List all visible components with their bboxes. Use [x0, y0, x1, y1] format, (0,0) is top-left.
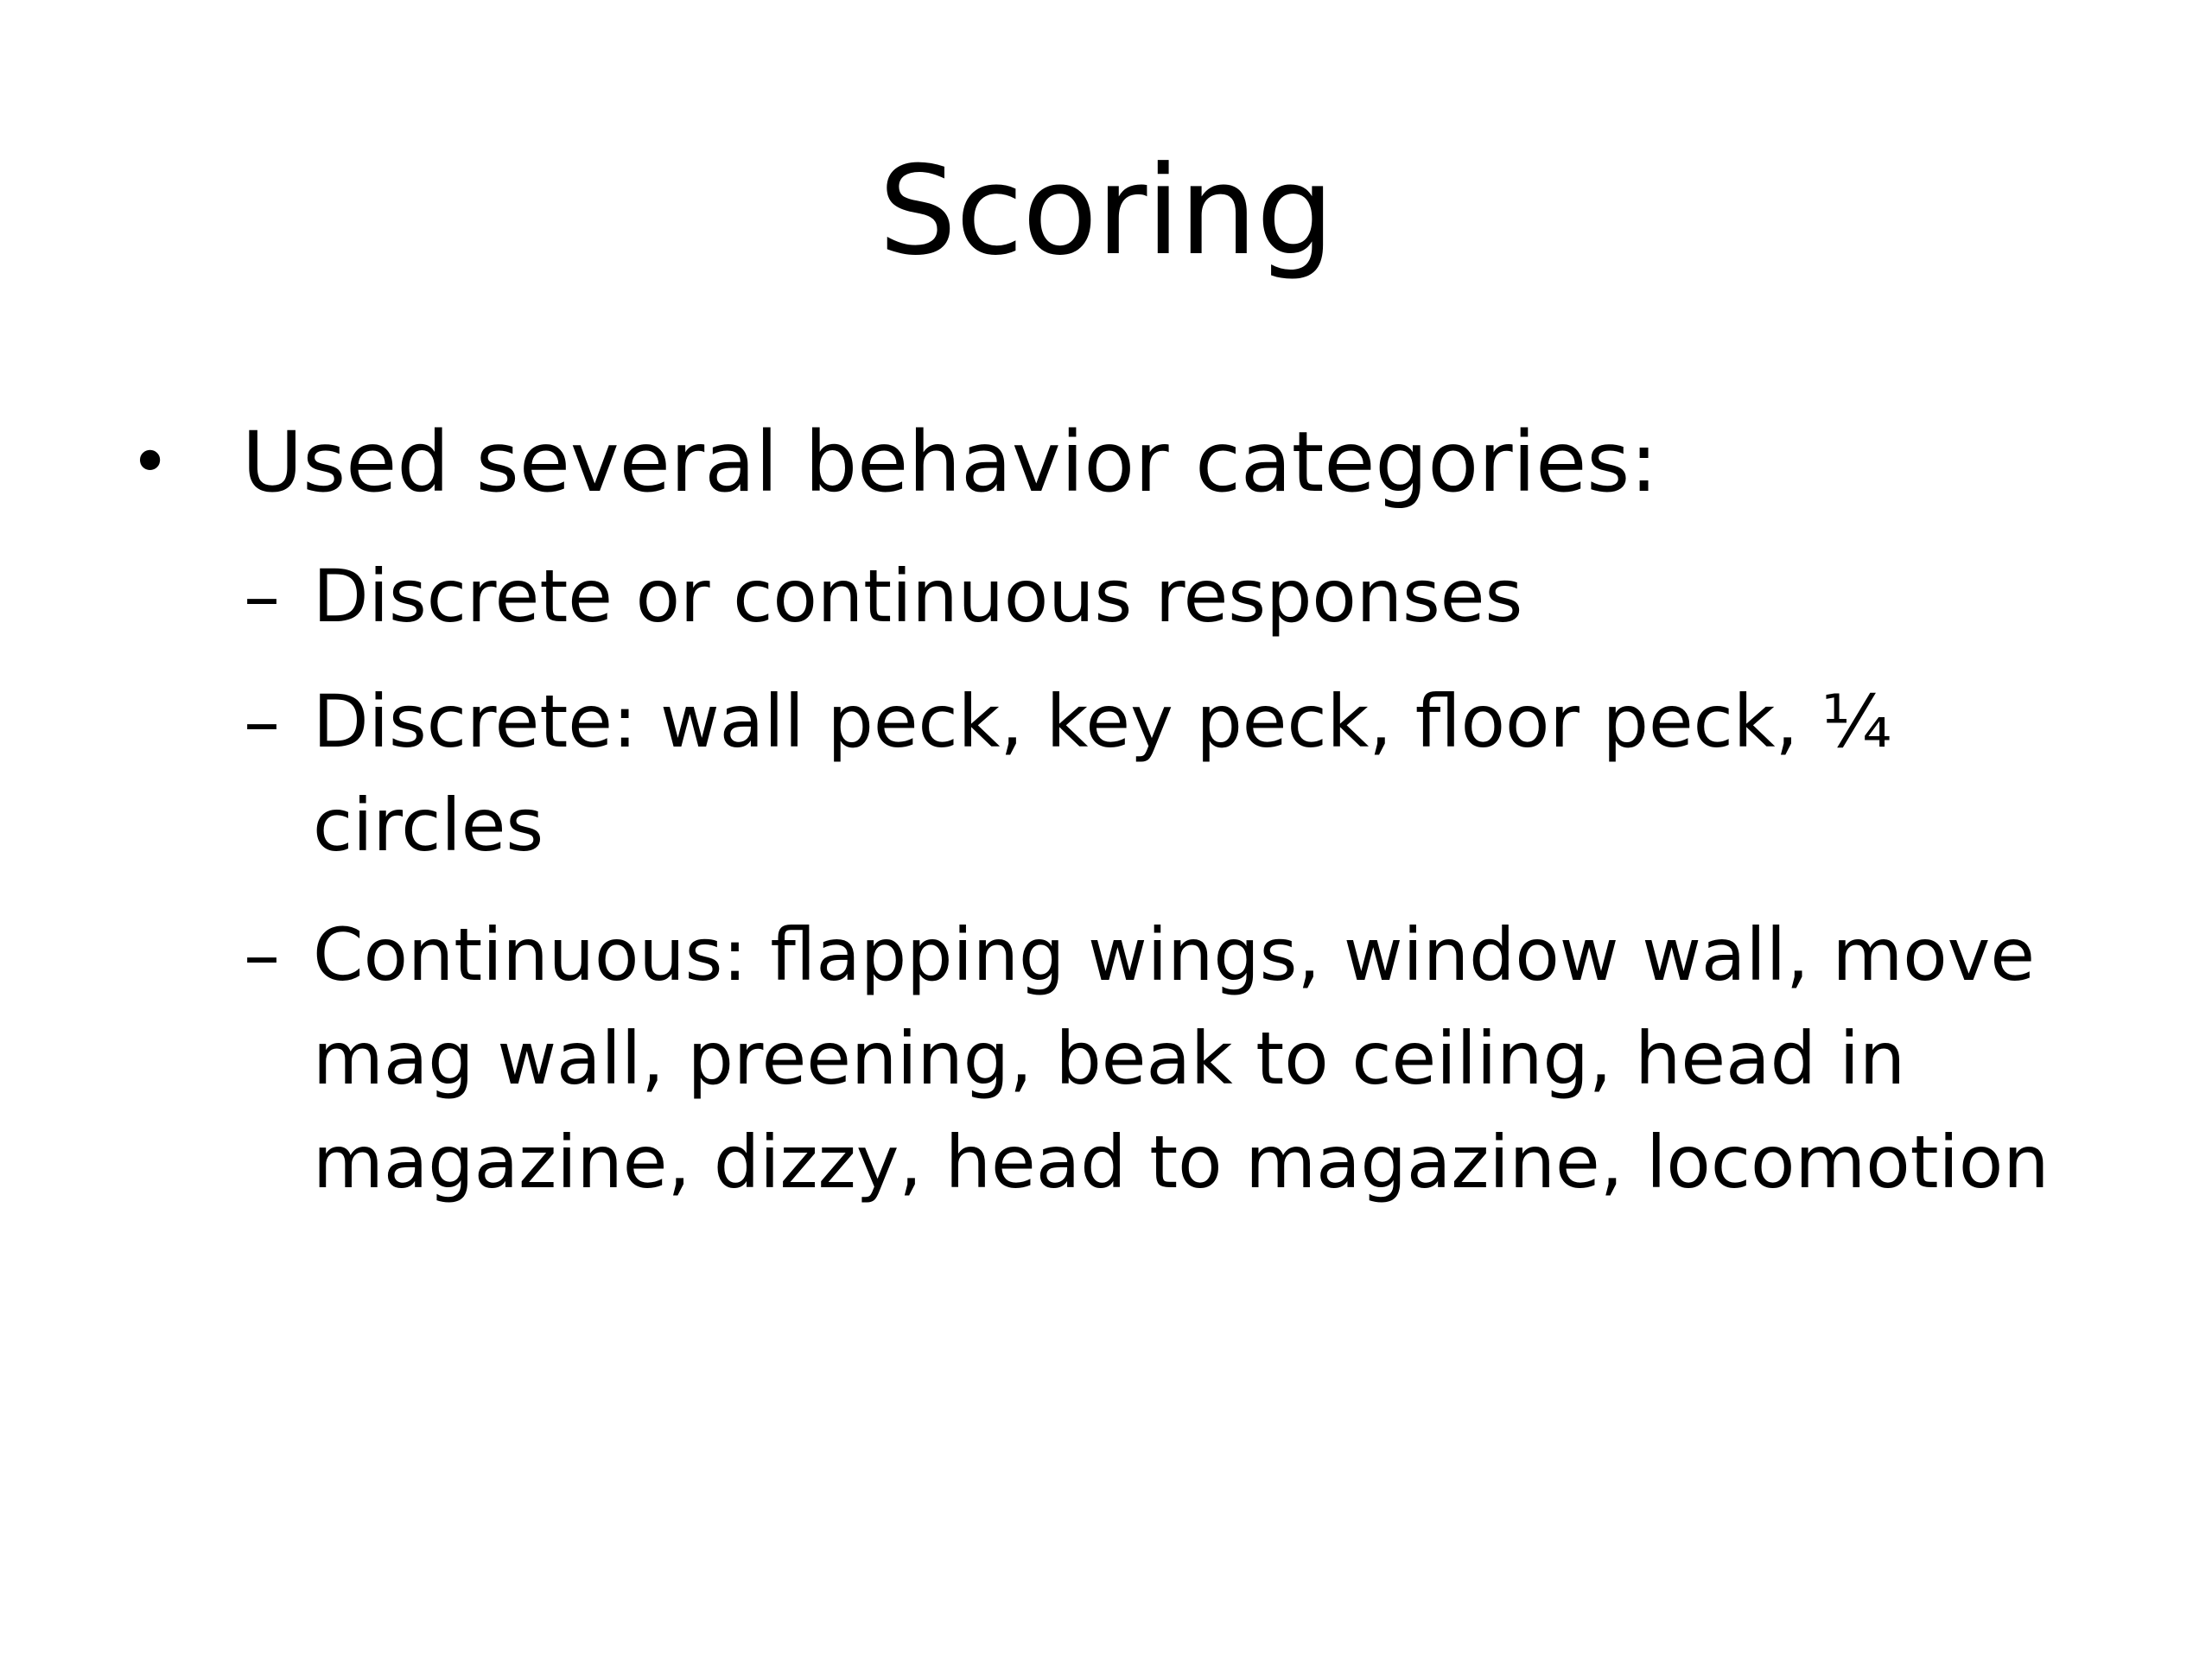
slide-title: Scoring — [878, 140, 1334, 283]
sub-item-text: Discrete or continuous responses — [313, 554, 1523, 639]
sub-item-text: Discrete: wall peck, key peck, floor peck, ¼ circles — [313, 679, 1892, 868]
bullet-text: Used several behavior categories: — [242, 414, 1658, 511]
dash-marker: – — [244, 554, 280, 639]
dash-marker: – — [244, 912, 280, 997]
sub-item-text: Continuous: flapping wings, window wall, move mag wall, preening, beak to ceiling, head in magazine, dizzy, head to magazine, locomotion — [313, 912, 2050, 1205]
bullet-marker: • — [130, 422, 171, 502]
dash-marker: – — [244, 679, 280, 764]
